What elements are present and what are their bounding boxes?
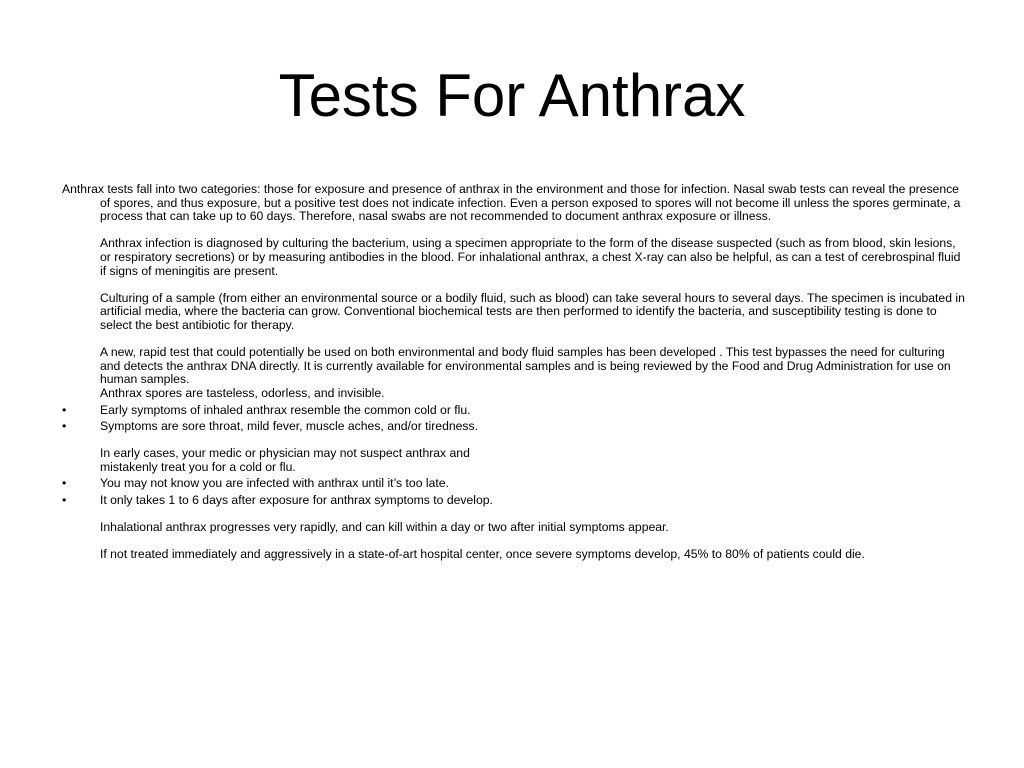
culturing-paragraph: Culturing of a sample (from either an environmental source or a bodily fluid, such as blood) can take several hours to several days. The specimen is incubated in artificial media, where the bacteria can grow. Conventional biochemical tests are then performed to identify the bacteria, and susceptibility testing is done to select the best antibiotic for therapy. (100, 290, 965, 332)
spores-paragraph: Anthrax spores are tasteless, odorless, and invisible. (100, 385, 385, 400)
early-cases-paragraph (62, 447, 966, 474)
early-cases-line-2: mistakenly treat you for a cold or flu. (100, 459, 296, 474)
bullet-item-days (62, 494, 966, 508)
bullet-marker: • (62, 419, 67, 434)
intro-paragraph: Anthrax tests fall into two categories: those for exposure and presence of anthrax in the environment and those for infection. Nasal swab tests can reveal the presence of spores, and thus exposure, but a positive test does not indicate infection. Even a person exposed to spores will not become ill unless the spores germinate, a process that can take up to 60 days. Therefore, nasal swabs are not recommended to document anthrax exposure or illness. (62, 182, 961, 224)
bullet-text: You may not know you are infected with anthrax until it’s too late. (100, 476, 449, 491)
bullet-text: Early symptoms of inhaled anthrax resemble the common cold or flu. (100, 402, 471, 417)
inhalational-paragraph: Inhalational anthrax progresses very rapidly, and can kill within a day or two after initial symptoms appear. (100, 520, 669, 535)
rapid-test-paragraph: A new, rapid test that could potentially be used on both environmental and body fluid samples has been developed . This test bypasses the need for culturing and detects the anthrax DNA directly. It is currently available for environmental samples and is being reviewed by the Food and Drug Administration for use on human samples. (100, 345, 951, 387)
not-treated-paragraph: If not treated immediately and aggressively in a state-of-art hospital center, once severe symptoms develop, 45% to 80% of patients could die. (100, 547, 865, 562)
bullet-item-early-symptoms (62, 404, 966, 418)
bullet-text: Symptoms are sore throat, mild fever, muscle aches, and/or tiredness. (100, 419, 478, 434)
bullet-item-not-know (62, 477, 966, 491)
bullet-marker: • (62, 493, 67, 508)
bullet-text: It only takes 1 to 6 days after exposure for anthrax symptoms to develop. (100, 493, 493, 508)
slide-body (62, 183, 966, 562)
early-cases-line-1: In early cases, your medic or physician may not suspect anthrax and (100, 446, 470, 461)
infection-paragraph: Anthrax infection is diagnosed by culturing the bacterium, using a specimen appropriate to the form of the disease suspected (such as from blood, skin lesions, or respiratory secretions) or by measuring antibodies in the blood. For inhalational anthrax, a chest X-ray can also be helpful, as can a test of cerebrospinal fluid if signs of meningitis are present. (100, 236, 961, 278)
bullet-marker: • (62, 402, 67, 417)
bullet-marker: • (62, 476, 67, 491)
slide-title: Tests For Anthrax (278, 62, 746, 129)
bullet-item-symptoms (62, 420, 966, 434)
